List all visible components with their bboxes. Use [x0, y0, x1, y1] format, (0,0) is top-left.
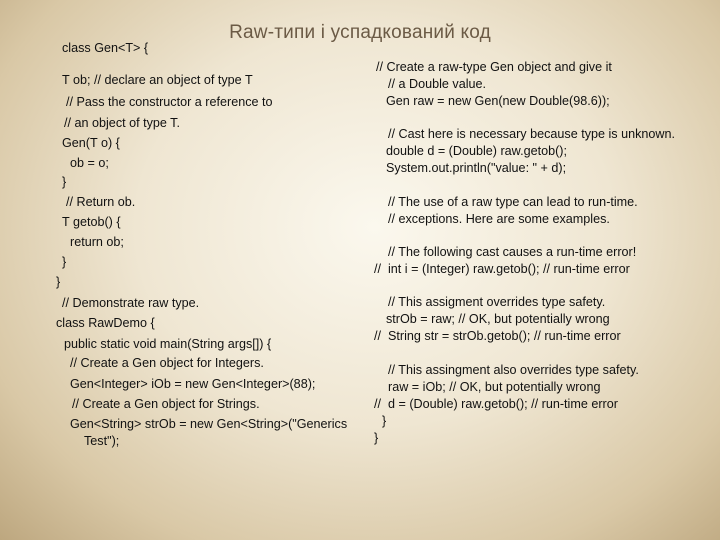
code-line: strOb = raw; // OK, but potentially wrong: [386, 312, 610, 326]
code-line: // Create a Gen object for Integers.: [70, 356, 264, 370]
code-line: T getob() {: [62, 215, 121, 229]
code-line: }: [374, 431, 379, 445]
code-line: // Create a raw-type Gen object and give it: [376, 60, 612, 74]
code-line: // Return ob.: [66, 195, 136, 209]
code-line: }: [62, 175, 67, 189]
code-line: double d = (Double) raw.getob();: [386, 144, 567, 158]
code-line: Test");: [84, 434, 120, 448]
code-line: Gen raw = new Gen(new Double(98.6));: [386, 94, 610, 108]
code-line: // d = (Double) raw.getob(); // run-time error: [374, 397, 618, 411]
code-line: // The use of a raw type can lead to run-time.: [388, 195, 638, 209]
code-line: // a Double value.: [388, 77, 487, 91]
code-line: T ob; // declare an object of type T: [62, 73, 253, 87]
code-line: // String str = strOb.getob(); // run-time error: [374, 329, 621, 343]
code-line: // This assingment also overrides type safety.: [388, 363, 639, 377]
code-line: }: [382, 414, 387, 428]
code-line: // The following cast causes a run-time error!: [388, 245, 637, 259]
code-line: // exceptions. Here are some examples.: [388, 212, 610, 226]
code-line: ob = o;: [70, 156, 109, 170]
code-line: class RawDemo {: [56, 316, 155, 330]
code-line: raw = iOb; // OK, but potentially wrong: [388, 380, 601, 394]
code-line: // Cast here is necessary because type is unknown.: [388, 127, 676, 141]
code-line: // Create a Gen object for Strings.: [72, 397, 260, 411]
code-line: }: [62, 255, 67, 269]
code-line: return ob;: [70, 235, 124, 249]
code-line: // int i = (Integer) raw.getob(); // run-time error: [374, 262, 630, 276]
code-line: }: [56, 275, 61, 289]
code-line: class Gen<T> {: [62, 41, 149, 55]
slide-title: Raw-типи і успадкований код: [229, 22, 491, 43]
code-line: System.out.println("value: " + d);: [386, 161, 567, 175]
code-line: // This assigment overrides type safety.: [388, 295, 606, 309]
code-line: Gen<Integer> iOb = new Gen<Integer>(88);: [70, 377, 316, 391]
code-line: Gen<String> strOb = new Gen<String>("Generics: [70, 417, 348, 431]
code-line: Gen(T o) {: [62, 136, 120, 150]
code-line: // Demonstrate raw type.: [62, 296, 200, 310]
code-line: public static void main(String args[]) {: [64, 337, 272, 351]
code-line: // an object of type T.: [64, 116, 180, 130]
code-line: // Pass the constructor a reference to: [66, 95, 273, 109]
